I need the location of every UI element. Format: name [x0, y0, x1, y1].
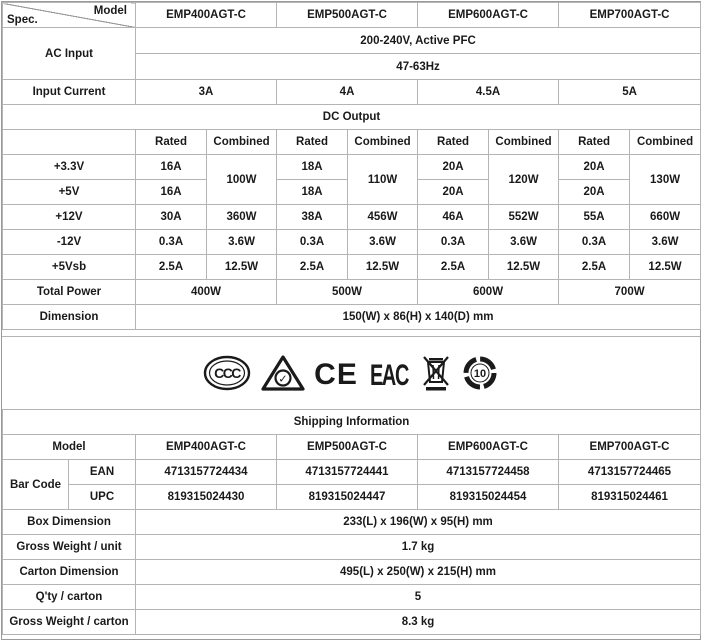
barcode-label: Bar Code: [3, 460, 69, 510]
upc-value: 819315024454: [418, 485, 559, 510]
rated-value: 20A: [418, 155, 489, 180]
rcm-text: ✓: [278, 372, 288, 386]
combined-value: 456W: [348, 205, 418, 230]
rated-header: Rated: [277, 130, 348, 155]
weee-bin-icon: [421, 354, 451, 392]
total-power-label: Total Power: [3, 280, 136, 305]
rohs-text: 10: [473, 368, 487, 380]
eac-text: EAC: [370, 359, 409, 392]
rated-value: 0.3A: [418, 230, 489, 255]
rcm-icon: [261, 355, 305, 391]
rated-value: 16A: [136, 180, 207, 205]
shipping-model-row: [3, 435, 701, 460]
ean-value: 4713157724465: [559, 460, 701, 485]
shipping-title-row: [3, 410, 701, 435]
ean-value: 4713157724434: [136, 460, 277, 485]
combined-header: Combined: [348, 130, 418, 155]
gross-weight-carton-label: Gross Weight / carton: [3, 610, 136, 635]
combined-value: 660W: [630, 205, 701, 230]
ean-label: EAN: [69, 460, 136, 485]
input-current-label: Input Current: [3, 80, 136, 105]
input-current-value: 4A: [277, 80, 418, 105]
ce-text: CE: [314, 358, 358, 391]
gross-weight-carton-row: [3, 610, 701, 635]
rated-value: 20A: [418, 180, 489, 205]
shipping-model-label: Model: [3, 435, 136, 460]
combined-value: 110W: [348, 155, 418, 205]
rated-header: Rated: [418, 130, 489, 155]
box-dimension-row: [3, 510, 701, 535]
rated-value: 55A: [559, 205, 630, 230]
shipping-model-name: EMP500AGT-C: [277, 435, 418, 460]
combined-value: 12.5W: [348, 255, 418, 280]
certification-logos: [2, 336, 700, 409]
header-row: [3, 3, 701, 28]
rated-value: 20A: [559, 155, 630, 180]
upc-value: 819315024430: [136, 485, 277, 510]
spec-header-label: Spec.: [7, 14, 38, 26]
dc-output-subheader-row: [3, 130, 701, 155]
spec-sheet: [1, 1, 701, 640]
carton-dimension-value: 495(L) x 250(W) x 215(H) mm: [136, 560, 701, 585]
rail-row-3v3: [3, 155, 701, 180]
carton-dimension-row: [3, 560, 701, 585]
total-power-value: 400W: [136, 280, 277, 305]
combined-value: 130W: [630, 155, 701, 205]
total-power-value: 700W: [559, 280, 701, 305]
rail-name: -12V: [3, 230, 136, 255]
combined-header: Combined: [207, 130, 277, 155]
rohs-10-icon: [461, 354, 499, 392]
gross-weight-unit-label: Gross Weight / unit: [3, 535, 136, 560]
rated-value: 0.3A: [559, 230, 630, 255]
gross-weight-carton-value: 8.3 kg: [136, 610, 701, 635]
dimension-row: [3, 305, 701, 330]
ean-value: 4713157724458: [418, 460, 559, 485]
combined-value: 3.6W: [630, 230, 701, 255]
model-name: EMP600AGT-C: [418, 3, 559, 28]
combined-header: Combined: [489, 130, 559, 155]
rail-row-12v: [3, 205, 701, 230]
shipping-model-name: EMP400AGT-C: [136, 435, 277, 460]
shipping-model-name: EMP600AGT-C: [418, 435, 559, 460]
rated-value: 0.3A: [136, 230, 207, 255]
ean-row: [3, 460, 701, 485]
combined-value: 552W: [489, 205, 559, 230]
box-dimension-label: Box Dimension: [3, 510, 136, 535]
ac-input-label: AC Input: [3, 28, 136, 80]
rail-row-minus12v: [3, 230, 701, 255]
combined-value: 12.5W: [630, 255, 701, 280]
rated-header: Rated: [559, 130, 630, 155]
upc-row: [3, 485, 701, 510]
rated-value: 38A: [277, 205, 348, 230]
total-power-row: [3, 280, 701, 305]
ean-value: 4713157724441: [277, 460, 418, 485]
gross-weight-unit-row: [3, 535, 701, 560]
box-dimension-value: 233(L) x 196(W) x 95(H) mm: [136, 510, 701, 535]
rated-value: 18A: [277, 155, 348, 180]
combined-value: 12.5W: [489, 255, 559, 280]
ac-input-frequency: 47-63Hz: [136, 54, 701, 80]
combined-value: 3.6W: [207, 230, 277, 255]
carton-dimension-label: Carton Dimension: [3, 560, 136, 585]
input-current-value: 3A: [136, 80, 277, 105]
upc-value: 819315024461: [559, 485, 701, 510]
blank-cell: [3, 130, 136, 155]
rated-value: 2.5A: [418, 255, 489, 280]
model-header-label: Model: [93, 5, 127, 17]
rail-name: +12V: [3, 205, 136, 230]
rated-value: 2.5A: [136, 255, 207, 280]
rated-value: 20A: [559, 180, 630, 205]
model-name: EMP700AGT-C: [559, 3, 701, 28]
dc-output-title-row: [3, 105, 701, 130]
combined-header: Combined: [630, 130, 701, 155]
dc-output-title: DC Output: [3, 105, 701, 130]
upc-label: UPC: [69, 485, 136, 510]
input-current-value: 5A: [559, 80, 701, 105]
eac-icon: [367, 355, 411, 391]
combined-value: 3.6W: [348, 230, 418, 255]
input-current-value: 4.5A: [418, 80, 559, 105]
rail-name: +5Vsb: [3, 255, 136, 280]
spec-table: [2, 2, 701, 330]
gross-weight-unit-value: 1.7 kg: [136, 535, 701, 560]
ce-icon: [315, 355, 357, 391]
ccc-icon: [203, 355, 251, 391]
ac-input-row: [3, 28, 701, 54]
combined-value: 3.6W: [489, 230, 559, 255]
rail-row-5vsb: [3, 255, 701, 280]
input-current-row: [3, 80, 701, 105]
model-name: EMP400AGT-C: [136, 3, 277, 28]
combined-value: 120W: [489, 155, 559, 205]
combined-value: 12.5W: [207, 255, 277, 280]
rated-value: 30A: [136, 205, 207, 230]
rated-value: 0.3A: [277, 230, 348, 255]
rated-header: Rated: [136, 130, 207, 155]
total-power-value: 600W: [418, 280, 559, 305]
combined-value: 100W: [207, 155, 277, 205]
dimension-value: 150(W) x 86(H) x 140(D) mm: [136, 305, 701, 330]
rated-value: 46A: [418, 205, 489, 230]
spec-model-corner: [3, 3, 136, 28]
shipping-table: [2, 409, 701, 635]
rated-value: 18A: [277, 180, 348, 205]
qty-carton-label: Q'ty / carton: [3, 585, 136, 610]
upc-value: 819315024447: [277, 485, 418, 510]
total-power-value: 500W: [277, 280, 418, 305]
shipping-title: Shipping Information: [3, 410, 701, 435]
ccc-text: CCC: [214, 365, 240, 381]
qty-carton-value: 5: [136, 585, 701, 610]
rated-value: 16A: [136, 155, 207, 180]
rated-value: 2.5A: [277, 255, 348, 280]
ac-input-voltage: 200-240V, Active PFC: [136, 28, 701, 54]
rail-name: +5V: [3, 180, 136, 205]
rated-value: 2.5A: [559, 255, 630, 280]
dimension-label: Dimension: [3, 305, 136, 330]
model-name: EMP500AGT-C: [277, 3, 418, 28]
rail-name: +3.3V: [3, 155, 136, 180]
shipping-model-name: EMP700AGT-C: [559, 435, 701, 460]
qty-carton-row: [3, 585, 701, 610]
combined-value: 360W: [207, 205, 277, 230]
